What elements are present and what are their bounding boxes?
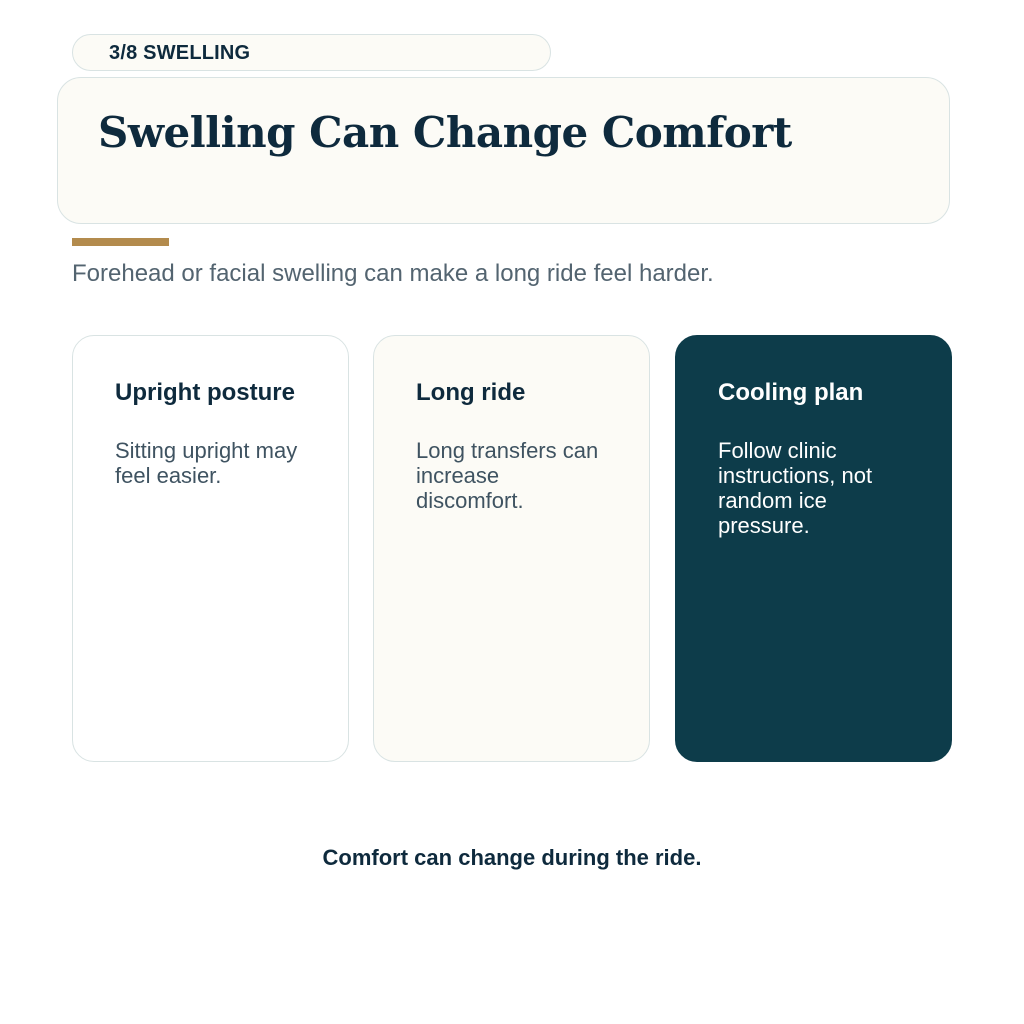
card-body: Sitting upright may feel easier. [115, 438, 298, 488]
card-heading: Upright posture [115, 379, 295, 406]
footer-note: Comfort can change during the ride. [322, 845, 702, 870]
card-upright-posture [72, 335, 349, 762]
card-long-ride [373, 335, 650, 762]
card-body: Follow clinic instructions, not random ice pressure. [718, 438, 873, 538]
card-heading: Cooling plan [718, 379, 864, 406]
step-label: 3/8 SWELLING [109, 42, 251, 64]
accent-divider [72, 238, 169, 246]
card-heading: Long ride [416, 379, 526, 406]
step-indicator [72, 34, 551, 71]
page-subtitle: Forehead or facial swelling can make a long ride feel harder. [72, 260, 714, 287]
page-title: Swelling Can Change Comfort [98, 108, 792, 157]
card-body: Long transfers can increase discomfort. [416, 438, 599, 513]
title-card [57, 77, 950, 224]
card-cooling-plan [675, 335, 952, 762]
